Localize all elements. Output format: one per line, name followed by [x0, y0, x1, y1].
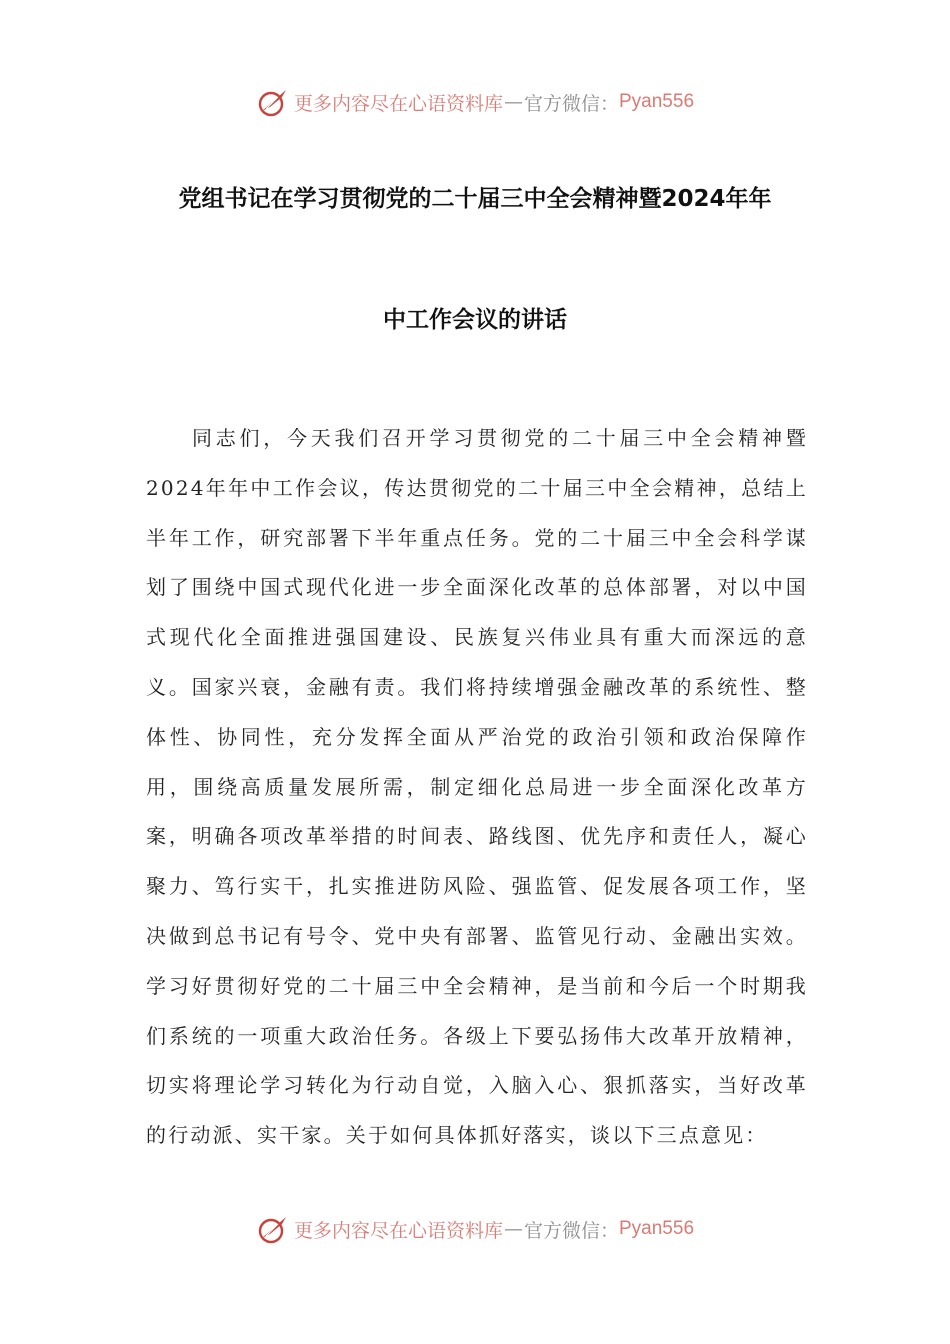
document-title-line-2: 中工作会议的讲话: [383, 307, 567, 333]
watermark-dash: —: [503, 1218, 523, 1240]
document-title-line-1: 党组书记在学习贯彻党的二十届三中全会精神暨2024年年: [178, 186, 772, 212]
header-watermark-banner: [0, 82, 950, 122]
watermark-label: 官方微信：: [523, 92, 619, 115]
footer-watermark-banner: [0, 1209, 950, 1249]
watermark-wechat-id: Pyan556: [619, 1218, 695, 1239]
body-paragraph: 同志们，今天我们召开学习贯彻党的二十届三中全会精神暨2024年年中工作会议，传达贯彻党的二十届三中全会精神，总结上半年工作，研究部署下半年重点任务。党的二十届三中全会科学谋划了围绕中国式现代化进一步全面深化改革的总体部署，对以中国式现代化全面推进强国建设、民族复兴伟业具有重大而深远的意义。国家兴衰，金融有责。我们将持续增强金融改革的系统性、整体性、协同性，充分发挥全面从严治党的政治引领和政治保障作用，围绕高质量发展所需，制定细化总局进一步全面深化改革方案，明确各项改革举措的时间表、路线图、优先序和责任人，凝心聚力、笃行实干，扎实推进防风险、强监管、促发展各项工作，坚决做到总书记有号令、党中央有部署、监管见行动、金融出实效。学习好贯彻好党的二十届三中全会精神，是当前和今后一个时期我们系统的一项重大政治任务。各级上下要弘扬伟大改革开放精神，切实将理论学习转化为行动自觉，入脑入心、狠抓落实，当好改革的行动派、实干家。关于如何具体抓好落实，谈以下三点意见：: [146, 426, 808, 1148]
quill-logo-icon: [256, 85, 290, 119]
watermark-main-text: 更多内容尽在心语资料库: [293, 92, 503, 115]
watermark-main-text: 更多内容尽在心语资料库: [293, 1219, 503, 1242]
watermark-label: 官方微信：: [523, 1219, 619, 1242]
watermark-dash: —: [503, 91, 523, 113]
quill-logo-icon: [256, 1212, 290, 1246]
watermark-wechat-id: Pyan556: [619, 91, 695, 112]
